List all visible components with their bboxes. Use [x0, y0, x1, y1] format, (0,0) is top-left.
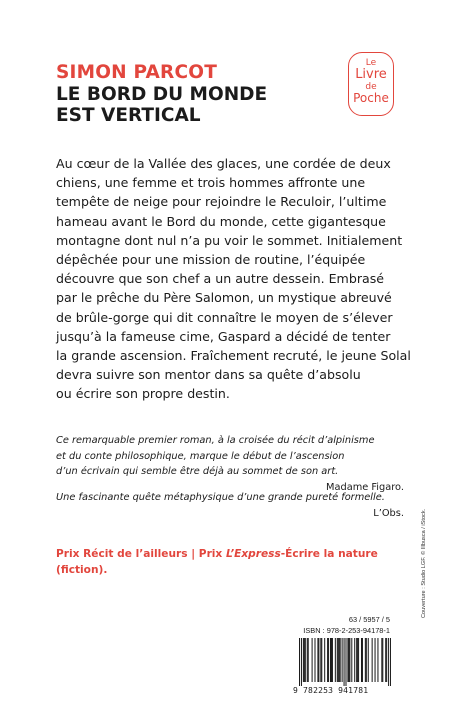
barcode-bar: [303, 638, 304, 682]
prize-line-1: [56, 546, 416, 562]
barcode-bar: [301, 638, 302, 686]
barcode-bar: [354, 638, 355, 682]
barcode-bar: [314, 638, 315, 682]
barcode-bar: [337, 638, 338, 682]
barcode-bar: [330, 638, 331, 682]
quote-line: Ce remarquable premier roman, à la croisée du récit d’alpinisme: [56, 435, 375, 446]
summary-line: la grande ascension. Fraîchement recruté, le jeune Solal: [56, 348, 411, 364]
catalog-codes: [303, 614, 390, 636]
summary-line: jusqu’à la fameuse cime, Gaspard a décidé de tenter: [56, 328, 391, 344]
barcode-bar: [335, 638, 336, 682]
barcode-bar: [368, 638, 369, 682]
summary-line: montagne dont nul n’a pu voir le sommet. Initialement: [56, 232, 403, 248]
prize-mention: [56, 546, 416, 578]
title-line-1: LE BORD DU MONDE: [56, 84, 268, 105]
barcode-bar: [372, 638, 373, 682]
barcode-bar: [348, 638, 349, 682]
logo-text-livre: Livre: [355, 67, 387, 82]
barcode-bar: [321, 638, 322, 682]
press-quote-lobs: [56, 490, 416, 521]
logo-text-de: de: [365, 82, 377, 92]
barcode-bar: [308, 638, 309, 682]
barcode-icon: [299, 638, 391, 686]
barcode-bar: [339, 638, 340, 682]
summary-line: découvre que son chef a un autre dessein. Embrasé: [56, 271, 385, 287]
barcode-bar: [362, 638, 363, 682]
quote-line: d’un écrivain qui semble être déjà au sommet de son art.: [56, 466, 339, 477]
summary-line: dépêchée pour une mission de routine, l’équipée: [56, 252, 366, 268]
isbn: ISBN : 978-2-253-94178-1: [303, 626, 390, 635]
barcode-bar: [349, 638, 350, 682]
barcode-bar: [351, 638, 352, 682]
prize-text-part1: Prix Récit de l’ailleurs | Prix: [56, 548, 226, 560]
catalog-number: 63 / 5957 / 5: [348, 615, 390, 624]
barcode-bar: [382, 638, 383, 682]
barcode-bar: [347, 638, 348, 682]
barcode-bar: [318, 638, 319, 682]
cover-credit: Couverture : Studio LGF. © Illbusca / iStock.: [421, 508, 427, 618]
barcode-bar: [377, 638, 378, 682]
summary-line: tempête de neige pour rejoindre le Reculoir, l’ultime: [56, 194, 387, 210]
barcode-bar: [342, 638, 343, 682]
barcode-bar: [345, 638, 346, 686]
quote-line: Une fascinante quête métaphysique d’une grande pureté formelle.: [56, 492, 385, 503]
quote-source: Madame Figaro.: [326, 481, 404, 493]
barcode-bar: [375, 638, 376, 682]
barcode-bar: [307, 638, 308, 682]
barcode-bar: [324, 638, 325, 682]
prize-text-lexpress: L’Express: [225, 548, 281, 560]
barcode-bar: [317, 638, 318, 682]
summary-line: Au cœur de la Vallée des glaces, une cordée de deux: [56, 156, 391, 171]
summary-line: chiens, une femme et trois hommes affronte une: [56, 175, 366, 191]
barcode-bar: [320, 638, 321, 682]
barcode-bar: [361, 638, 362, 682]
barcode-bar: [357, 638, 358, 682]
logo-text-poche: Poche: [353, 91, 389, 105]
le-livre-de-poche-logo-icon: [348, 52, 394, 116]
quote-line: et du conte philosophique, marque le début de l’ascension: [56, 450, 345, 462]
quote-source: L’Obs.: [373, 507, 404, 519]
barcode-bar: [358, 638, 359, 682]
barcode-bar: [331, 638, 332, 682]
barcode-bar: [332, 638, 333, 682]
logo-text-le: Le: [365, 58, 377, 68]
barcode-bar: [312, 638, 313, 682]
barcode-bar: [381, 638, 382, 682]
summary-line: hameau avant le Bord du monde, cette gigantesque: [56, 213, 386, 229]
barcode-bar: [386, 638, 387, 682]
barcode-bar: [327, 638, 328, 682]
summary-line: devra suivre son mentor dans sa quête d’absolu: [56, 367, 361, 383]
barcode-bar: [305, 638, 306, 682]
barcode-bar: [385, 638, 386, 682]
barcode-bar: [304, 638, 305, 682]
barcode-bar: [344, 638, 345, 686]
summary-text: [56, 154, 411, 404]
barcode-bar: [338, 638, 339, 682]
prize-text-part3: -Écrire la nature: [280, 548, 378, 560]
summary-line: par le prêche du Père Salomon, un mystique abreuvé: [56, 290, 392, 306]
isbn-barcode: [293, 638, 391, 696]
book-title: [56, 84, 267, 126]
title-line-2: EST VERTICAL: [56, 105, 201, 126]
summary-line: de brûle-gorge qui dit connaître le moyen de s’élever: [56, 309, 393, 325]
barcode-digits: 9 782253 941781: [293, 686, 369, 695]
barcode-bar: [299, 638, 300, 686]
barcode-bar: [328, 638, 329, 682]
barcode-bar: [390, 638, 391, 686]
author-name: SIMON PARCOT: [56, 62, 218, 83]
press-quote-madame-figaro: [56, 433, 416, 495]
barcode-bar: [388, 638, 389, 686]
barcode-bar: [366, 638, 367, 682]
barcode-bar: [365, 638, 366, 682]
barcode-bar: [340, 638, 341, 682]
summary-line: ou écrire son propre destin.: [56, 386, 230, 402]
prize-line-2: (fiction).: [56, 564, 108, 576]
barcode-bar: [356, 638, 357, 682]
